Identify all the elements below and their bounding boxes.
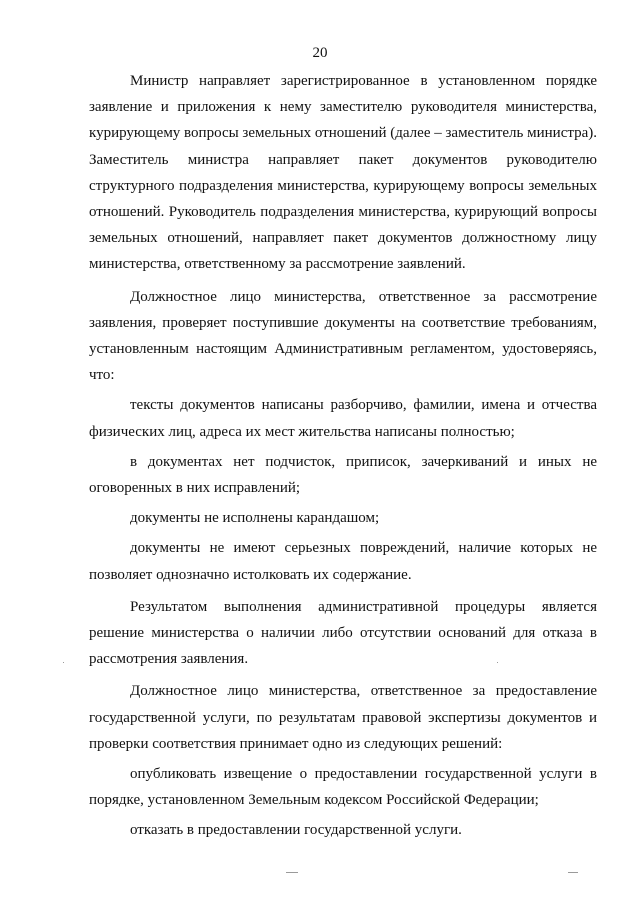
document-body	[89, 68, 597, 848]
paragraph-procedure-result: Результатом выполнения административной процедуры является решение министерства о наличии либо отсутствии оснований для отказа в рассмотрения заявления.	[89, 598, 597, 668]
paragraph-refuse-service: отказать в предоставлении государственной услуги.	[130, 822, 462, 839]
paragraph-no-pencil: документы не исполнены карандашом;	[130, 510, 380, 527]
paragraph-legible-texts: тексты документов написаны разборчиво, фамилии, имена и отчества физических лиц, адреса их мест жительства написаны полностью;	[89, 397, 597, 440]
paragraph-official-decides: Должностное лицо министерства, ответственное за предоставление государственной услуги, по результатам правовой экспертизы документов и проверки соответствия принимает одно из следующих решений:	[89, 683, 597, 752]
scan-speck	[286, 872, 298, 873]
scan-speck	[63, 662, 64, 663]
page-number: 20	[312, 45, 328, 61]
paragraph-no-damage: документы не имеют серьезных повреждений, наличие которых не позволяет однозначно истолковать их содержание.	[89, 540, 597, 583]
scan-speck	[497, 662, 498, 663]
paragraph-no-erasures: в документах нет подчисток, приписок, зачеркиваний и иных не оговоренных в них исправлений;	[89, 453, 597, 497]
paragraph-official-checks: Должностное лицо министерства, ответственное за рассмотрение заявления, проверяет поступившие документы на соответствие требованиям, установленным настоящим Административным регламентом, удостоверяясь, что:	[89, 288, 597, 384]
paragraph-minister-forwards: Министр направляет зарегистрированное в установленном порядке заявление и приложения к нему заместителю руководителя министерства, курирующему вопросы земельных отношений (далее – заместитель министра). Заместитель министра направляет пакет документов руководителю структурного подразделения министерства, курирующему вопросы земельных отношений. Руководитель подразделения министерства, курирующий вопросы земельных отношений, направляет пакет документов должностному лицу министерства, ответственному за рассмотрение заявлений.	[89, 73, 597, 273]
scan-speck	[568, 872, 578, 873]
paragraph-publish-notice: опубликовать извещение о предоставлении государственной услуги в порядке, установленном Земельным кодексом Российской Федерации;	[89, 766, 597, 809]
